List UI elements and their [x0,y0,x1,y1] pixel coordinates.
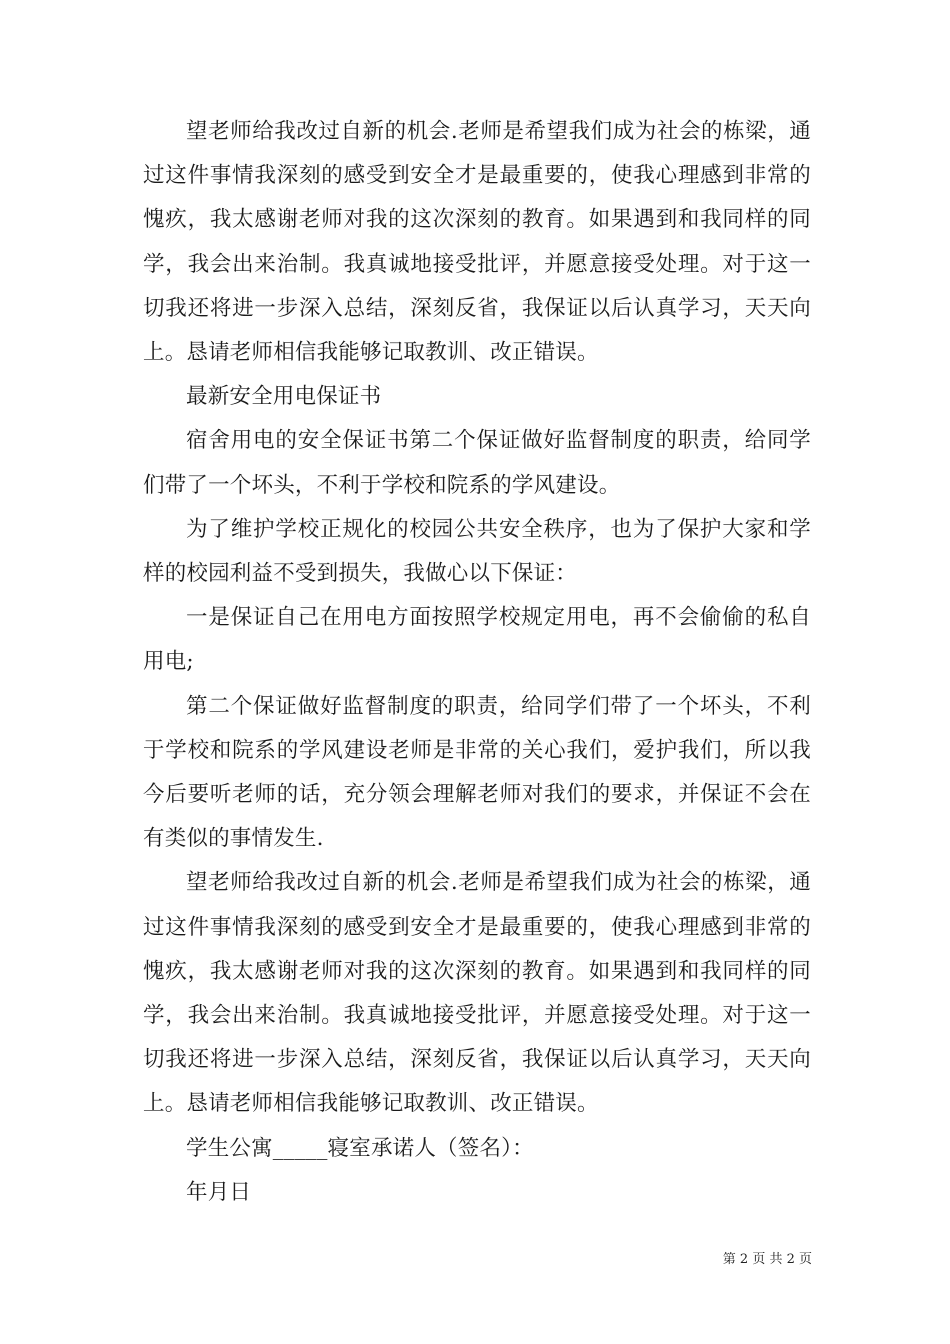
date-line: 年月日 [186,1179,252,1205]
signature-line: 学生公寓_____寝室承诺人（签名）： [186,1135,534,1161]
paragraph-apology-1: 望老师给我改过自新的机会.老师是希望我们成为社会的栋梁，通过这件事情我深刻的感受到安全才是最重要的，使我心理感到非常的愧疚，我太感谢老师对我的这次深刻的教育。如果遇到和我同样的同学，我会出来治制。我真诚地接受批评，并愿意接受处理。对于这一切我还将进一步深入总结，深刻反省，我保证以后认真学习，天天向上。恳请老师相信我能够记取教训、改正错误。 [143,119,811,366]
paragraph-purpose: 为了维护学校正规化的校园公共安全秩序，也为了保护大家和学样的校园利益不受到损失，我做心以下保证： [143,516,811,587]
paragraph-intro: 宿舍用电的安全保证书第二个保证做好监督制度的职责，给同学们带了一个坏头，不利于学校和院系的学风建设。 [143,428,811,498]
document-body [143,110,811,1215]
page-number: 第 2 页 共 2 页 [722,1252,812,1267]
section-title: 最新安全用电保证书 [186,384,382,410]
paragraph-apology-2: 望老师给我改过自新的机会.老师是希望我们成为社会的栋梁，通过这件事情我深刻的感受到安全才是最重要的，使我心理感到非常的愧疚，我太感谢老师对我的这次深刻的教育。如果遇到和我同样的同学，我会出来治制。我真诚地接受批评，并愿意接受处理。对于这一切我还将进一步深入总结，深刻反省，我保证以后认真学习，天天向上。恳请老师相信我能够记取教训、改正错误。 [143,870,811,1117]
paragraph-pledge-1: 一是保证自己在用电方面按照学校规定用电，再不会偷偷的私自用电; [143,605,811,675]
paragraph-pledge-2: 第二个保证做好监督制度的职责，给同学们带了一个坏头，不利于学校和院系的学风建设老师是非常的关心我们，爱护我们，所以我今后要听老师的话，充分领会理解老师对我们的要求，并保证不会在有类似的事情发生. [143,693,811,852]
